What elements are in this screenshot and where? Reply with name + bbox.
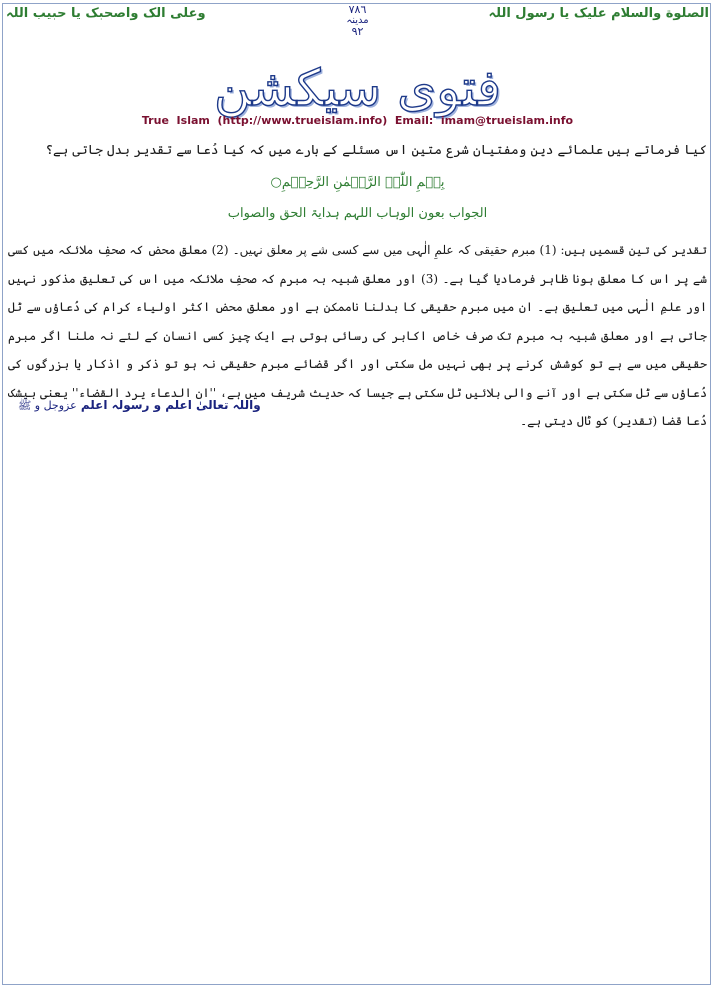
site-contact-line: True Islam (http://www.trueislam.info) Email: imam@trueislam.info	[141, 114, 574, 127]
header-number-92: ٩٢	[351, 25, 364, 38]
closing-line	[0, 398, 715, 415]
page-title	[0, 58, 715, 118]
page-title-text: فتوی سیکشن	[213, 59, 502, 117]
header-salutation-left: وعلی الک واصحبک یا حبیب اللہ	[6, 6, 206, 21]
header-center-emblem	[0, 4, 715, 37]
salla-allah-glyph: عزوجل و ﷺ	[18, 399, 77, 412]
jawab-heading: الجواب بعون الوہاب اللہم ہدایۃ الحق والصواب	[227, 206, 488, 221]
header-salutation-right: الصلوة والسلام علیک یا رسول اللہ	[488, 6, 709, 21]
header-madina-word: مدینہ	[346, 15, 369, 26]
answer-body: تقدیر کی تین قسمیں ہیں: (1) مبرم حقیقی کہ علمِ الٰہی میں سے کسی شے پر معلق نہیں۔ (2) معلق محض کہ صحفِ ملائکہ میں کسی شے پر اس کا معلق ہونا ظاہر فرمادیا گیا ہے۔ (3) اور معلق شبیہ بہ مبرم کہ صحفِ ملائکہ میں اس کی تعلیق مذکور نہیں اور علمِ الٰہی میں تعلیق ہے۔ ان میں مبرم حقیقی کا بدلنا ناممکن ہے اور معلق محض اکثر اولیاء کرام کی دُعاؤں سے ٹل جاتی ہے اور معلق شبیہ بہ مبرم تک صرف خاص اکابر کی رسائی ہوتی ہے ایک چیز کسی انسان کے لئے نہ ملنا اگر مبرم حقیقی میں سے ہے تو کوشش کرنے پر بھی نہیں مل سکتی اور اگر قضائے مبرم حقیقی نہ ہو تو ذکر و اذکار یا بزرگوں کی دُعاؤں سے ٹل سکتی ہے اور آنے والی بلائیں ٹل سکتی ہے جیسا کہ حدیث شریف میں ہے، ''ان الدعاء یرد القضاء'' یعنی بیشک دُعا قضا (تقدیر) کو ٹال دیتی ہے۔	[8, 243, 707, 428]
header-number-786: ٧٨٦	[348, 3, 367, 16]
bismillah-text: بِسۡمِ اللّٰہِ الرَّحۡمٰنِ الرَّحِیۡمِ○	[270, 175, 445, 190]
closing-text: واللہ تعالیٰ اعلم و رسولہ اعلم	[80, 398, 261, 412]
question-text: کیا فرماتے ہیں علمائے دین ومفتیان شرع متین اس مسئلے کے بارے میں کہ کیا دُعا سے تقدیر بدل جاتی ہے؟	[45, 143, 707, 158]
